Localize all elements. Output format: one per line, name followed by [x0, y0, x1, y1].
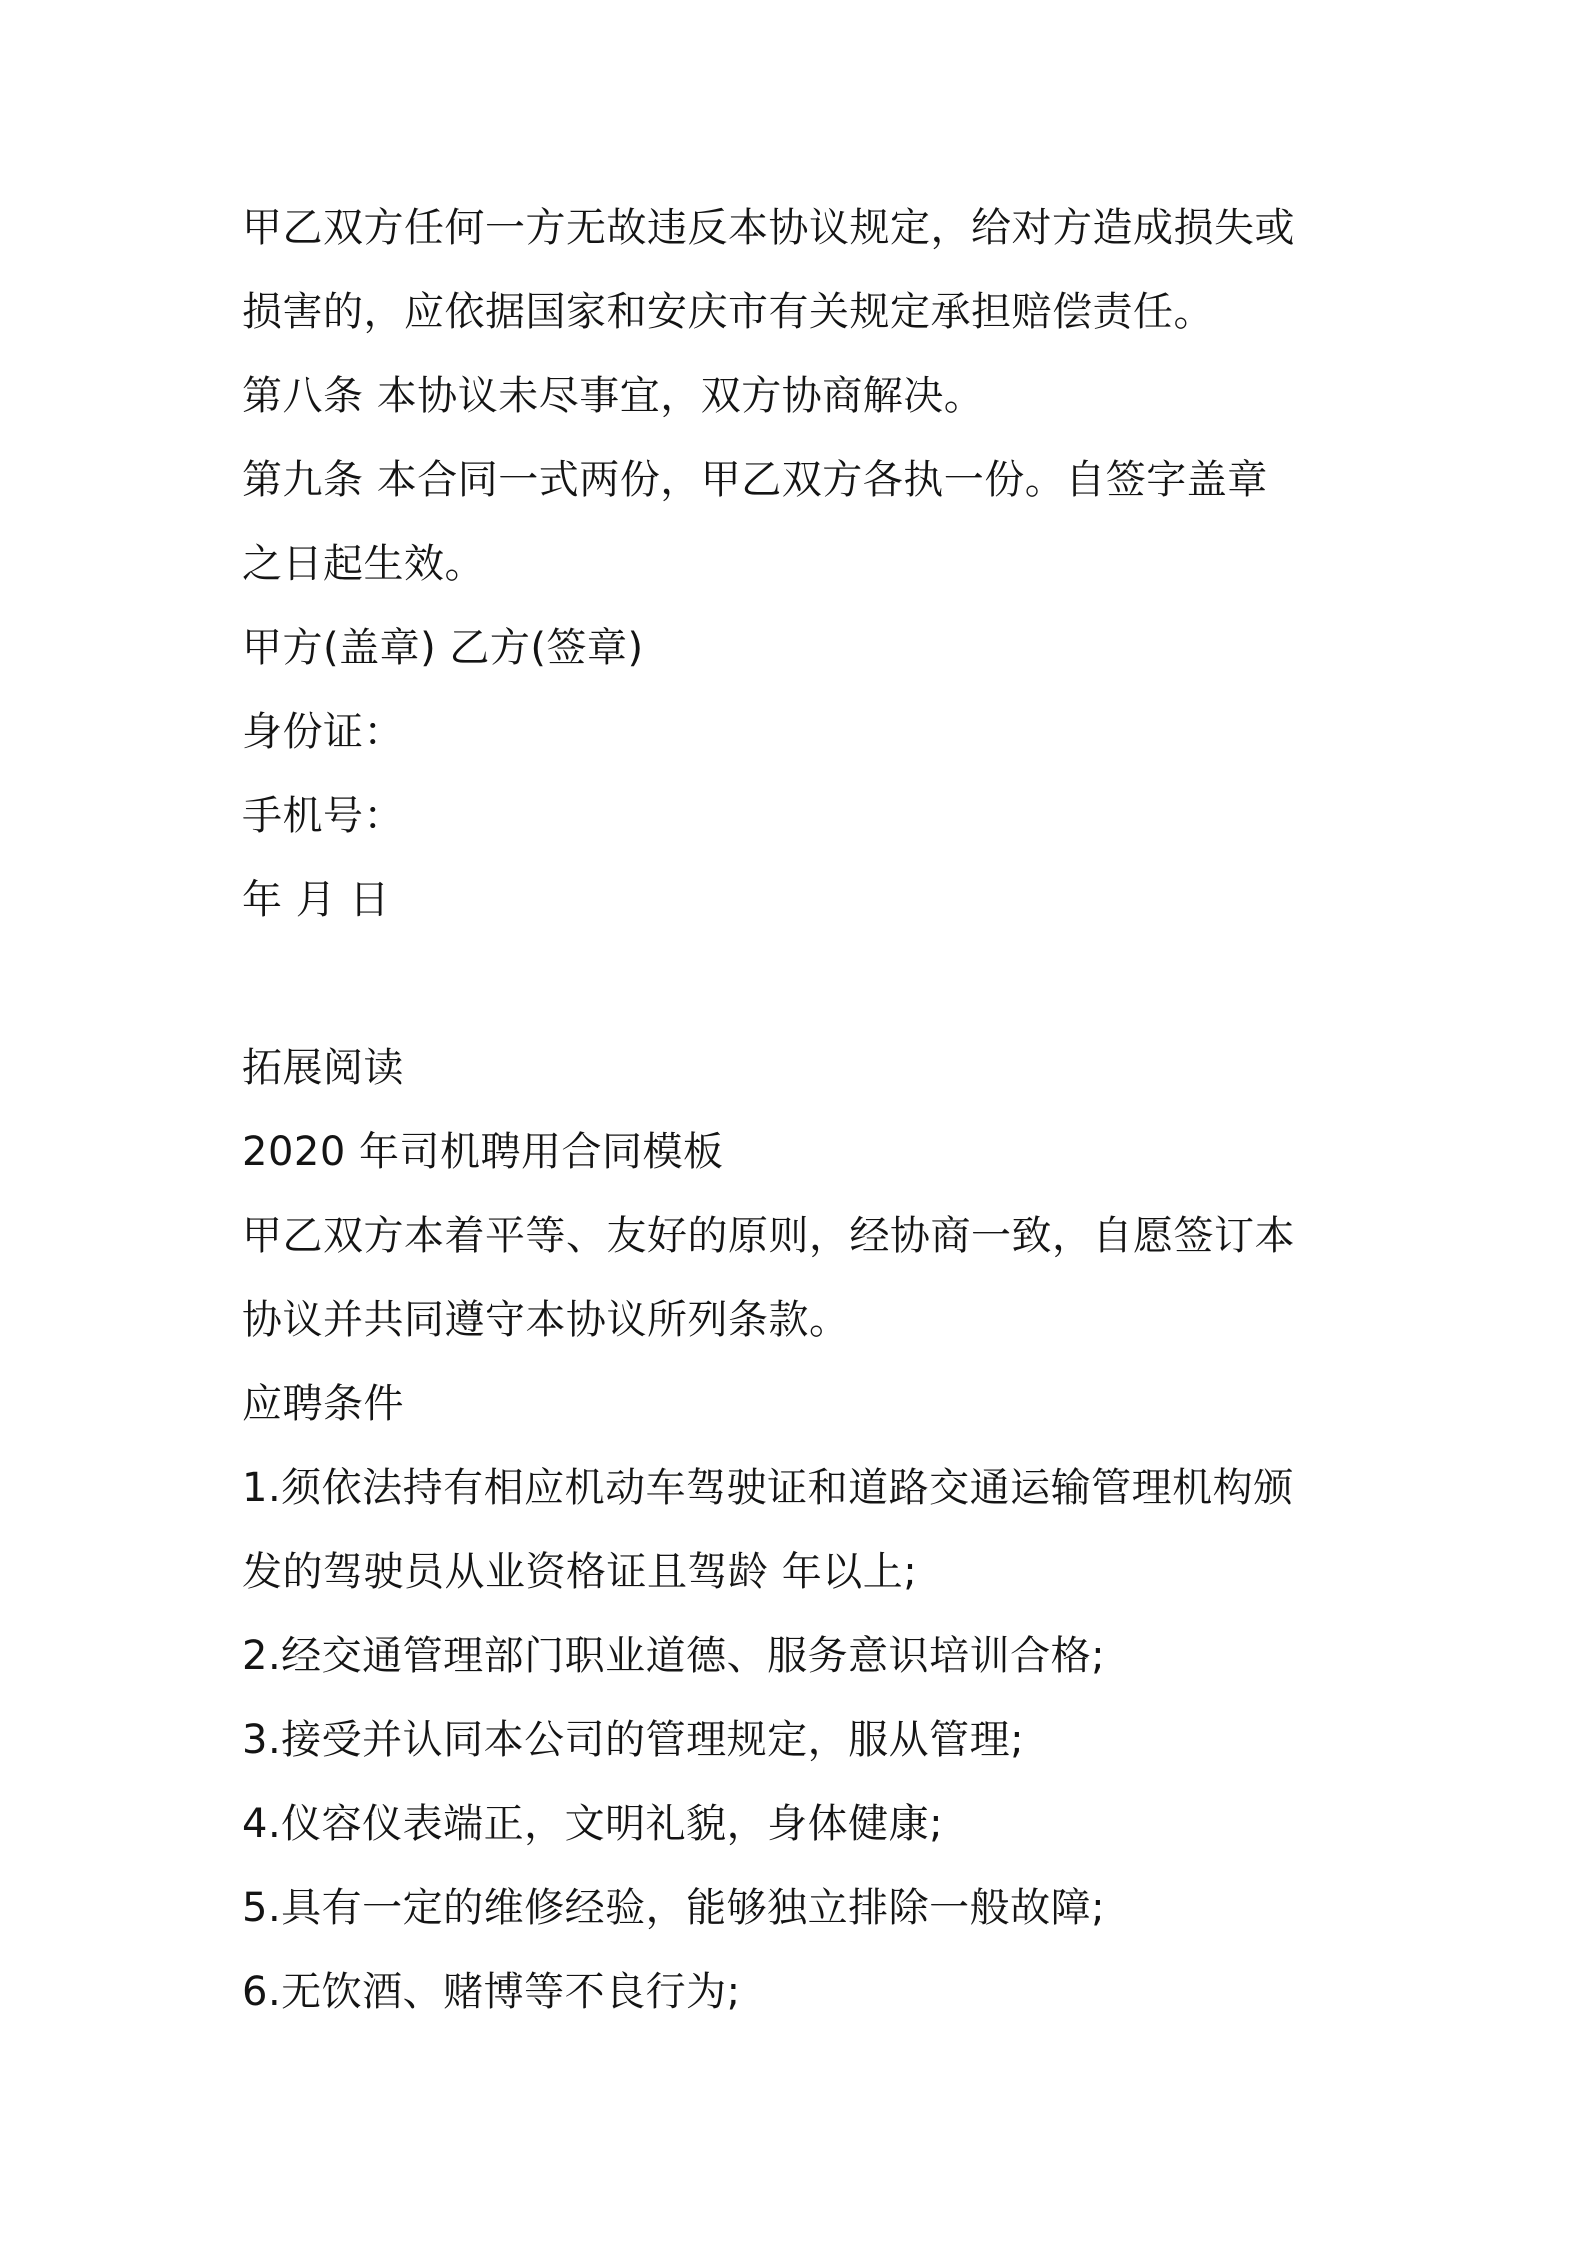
text-line: 之日起生效。 [242, 541, 485, 587]
text-line: 第八条 本协议未尽事宜，双方协商解决。 [242, 373, 985, 419]
list-item: 6.无饮酒、赌博等不良行为; [242, 1969, 741, 2015]
signature-line: 甲方(盖章) 乙方(签章) [242, 625, 644, 671]
list-item: 4.仪容仪表端正，文明礼貌，身体健康; [242, 1801, 944, 1847]
list-item: 5.具有一定的维修经验，能够独立排除一般故障; [242, 1885, 1106, 1931]
section-heading: 拓展阅读 [242, 1045, 404, 1091]
text-line: 协议并共同遵守本协议所列条款。 [242, 1297, 850, 1343]
list-item: 发的驾驶员从业资格证且驾龄 年以上; [242, 1549, 918, 1595]
text-line: 第九条 本合同一式两份，甲乙双方各执一份。自签字盖章 [242, 457, 1268, 503]
phone-line: 手机号： [242, 793, 404, 839]
list-item: 3.接受并认同本公司的管理规定，服从管理; [242, 1717, 1025, 1763]
text-line: 甲乙双方任何一方无故违反本协议规定，给对方造成损失或 [242, 205, 1295, 251]
document-title: 2020 年司机聘用合同模板 [242, 1129, 724, 1175]
id-card-line: 身份证： [242, 709, 404, 755]
date-line: 年 月 日 [242, 877, 390, 923]
list-item: 1.须依法持有相应机动车驾驶证和道路交通运输管理机构颁 [242, 1465, 1294, 1511]
section-heading: 应聘条件 [242, 1381, 404, 1427]
text-line: 甲乙双方本着平等、友好的原则，经协商一致，自愿签订本 [242, 1213, 1295, 1259]
text-line: 损害的，应依据国家和安庆市有关规定承担赔偿责任。 [242, 289, 1214, 335]
list-item: 2.经交通管理部门职业道德、服务意识培训合格; [242, 1633, 1106, 1679]
